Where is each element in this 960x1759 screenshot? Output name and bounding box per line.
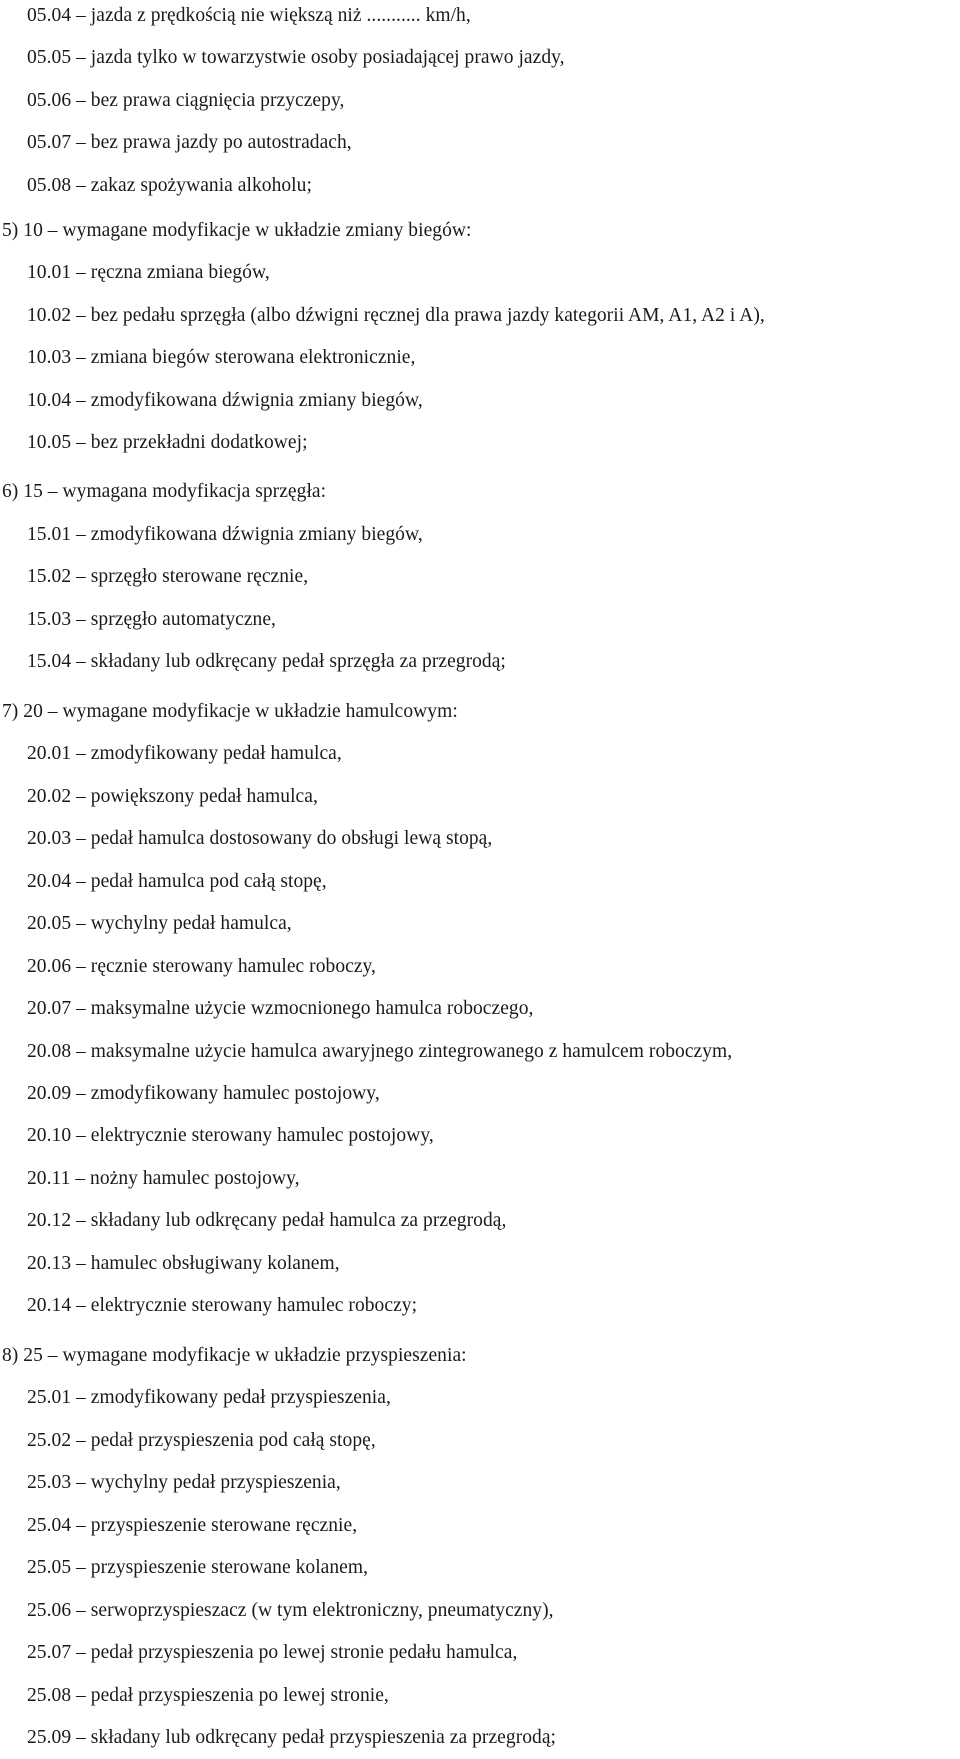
list-item: 10.03 – zmiana biegów sterowana elektronicznie, (27, 347, 416, 369)
list-item: 25.07 – pedał przyspieszenia po lewej stronie pedału hamulca, (27, 1642, 518, 1664)
list-item: 05.07 – bez prawa jazdy po autostradach, (27, 132, 352, 154)
list-item: 20.05 – wychylny pedał hamulca, (27, 913, 292, 935)
list-item: 20.11 – nożny hamulec postojowy, (27, 1167, 300, 1189)
list-item: 25.02 – pedał przyspieszenia pod całą stopę, (27, 1429, 376, 1451)
list-item: 15.02 – sprzęgło sterowane ręcznie, (27, 566, 309, 588)
list-item: 25.01 – zmodyfikowany pedał przyspieszenia, (27, 1387, 391, 1409)
list-item: 05.05 – jazda tylko w towarzystwie osoby posiadającej prawo jazdy, (27, 47, 565, 69)
list-item: 05.04 – jazda z prędkością nie większą niż ........... km/h, (27, 5, 471, 26)
list-item: 15.03 – sprzęgło automatyczne, (27, 608, 276, 630)
section-heading: 8) 25 – wymagane modyfikacje w układzie przyspieszenia: (2, 1344, 467, 1366)
section-heading: 5) 10 – wymagane modyfikacje w układzie zmiany biegów: (2, 219, 472, 241)
section-heading: 7) 20 – wymagane modyfikacje w układzie hamulcowym: (2, 700, 458, 722)
list-item: 25.08 – pedał przyspieszenia po lewej stronie, (27, 1684, 389, 1706)
list-item: 10.05 – bez przekładni dodatkowej; (27, 431, 308, 453)
list-item: 10.04 – zmodyfikowana dźwignia zmiany biegów, (27, 389, 423, 411)
list-item: 20.06 – ręcznie sterowany hamulec roboczy, (27, 955, 376, 977)
list-item: 20.09 – zmodyfikowany hamulec postojowy, (27, 1083, 380, 1105)
list-item: 25.05 – przyspieszenie sterowane kolanem, (27, 1557, 369, 1579)
list-item: 20.13 – hamulec obsługiwany kolanem, (27, 1252, 340, 1274)
list-item: 10.02 – bez pedału sprzęgła (albo dźwigni ręcznej dla prawa jazdy kategorii AM, A1, A2 i A), (27, 304, 765, 326)
list-item: 15.01 – zmodyfikowana dźwignia zmiany biegów, (27, 523, 423, 545)
list-item: 20.10 – elektrycznie sterowany hamulec postojowy, (27, 1125, 434, 1147)
list-item: 10.01 – ręczna zmiana biegów, (27, 262, 270, 284)
list-item: 05.06 – bez prawa ciągnięcia przyczepy, (27, 89, 345, 111)
list-item: 20.07 – maksymalne użycie wzmocnionego hamulca roboczego, (27, 998, 534, 1020)
list-item: 20.08 – maksymalne użycie hamulca awaryjnego zintegrowanego z hamulcem roboczym, (27, 1040, 733, 1062)
list-item: 20.04 – pedał hamulca pod całą stopę, (27, 870, 327, 892)
list-item: 20.14 – elektrycznie sterowany hamulec roboczy; (27, 1295, 418, 1317)
list-item: 20.03 – pedał hamulca dostosowany do obsługi lewą stopą, (27, 828, 493, 850)
list-item: 25.03 – wychylny pedał przyspieszenia, (27, 1472, 341, 1494)
list-item: 20.12 – składany lub odkręcany pedał hamulca za przegrodą, (27, 1210, 507, 1232)
list-item: 25.06 – serwoprzyspieszacz (w tym elektroniczny, pneumatyczny), (27, 1599, 554, 1621)
list-item: 20.01 – zmodyfikowany pedał hamulca, (27, 743, 342, 765)
list-item: 05.08 – zakaz spożywania alkoholu; (27, 174, 312, 196)
list-item: 25.04 – przyspieszenie sterowane ręcznie, (27, 1514, 358, 1536)
section-heading: 6) 15 – wymagana modyfikacja sprzęgła: (2, 481, 327, 503)
list-item: 20.02 – powiększony pedał hamulca, (27, 785, 318, 807)
list-item: 15.04 – składany lub odkręcany pedał sprzęgła za przegrodą; (27, 651, 506, 673)
list-item: 25.09 – składany lub odkręcany pedał przyspieszenia za przegrodą; (27, 1727, 557, 1748)
